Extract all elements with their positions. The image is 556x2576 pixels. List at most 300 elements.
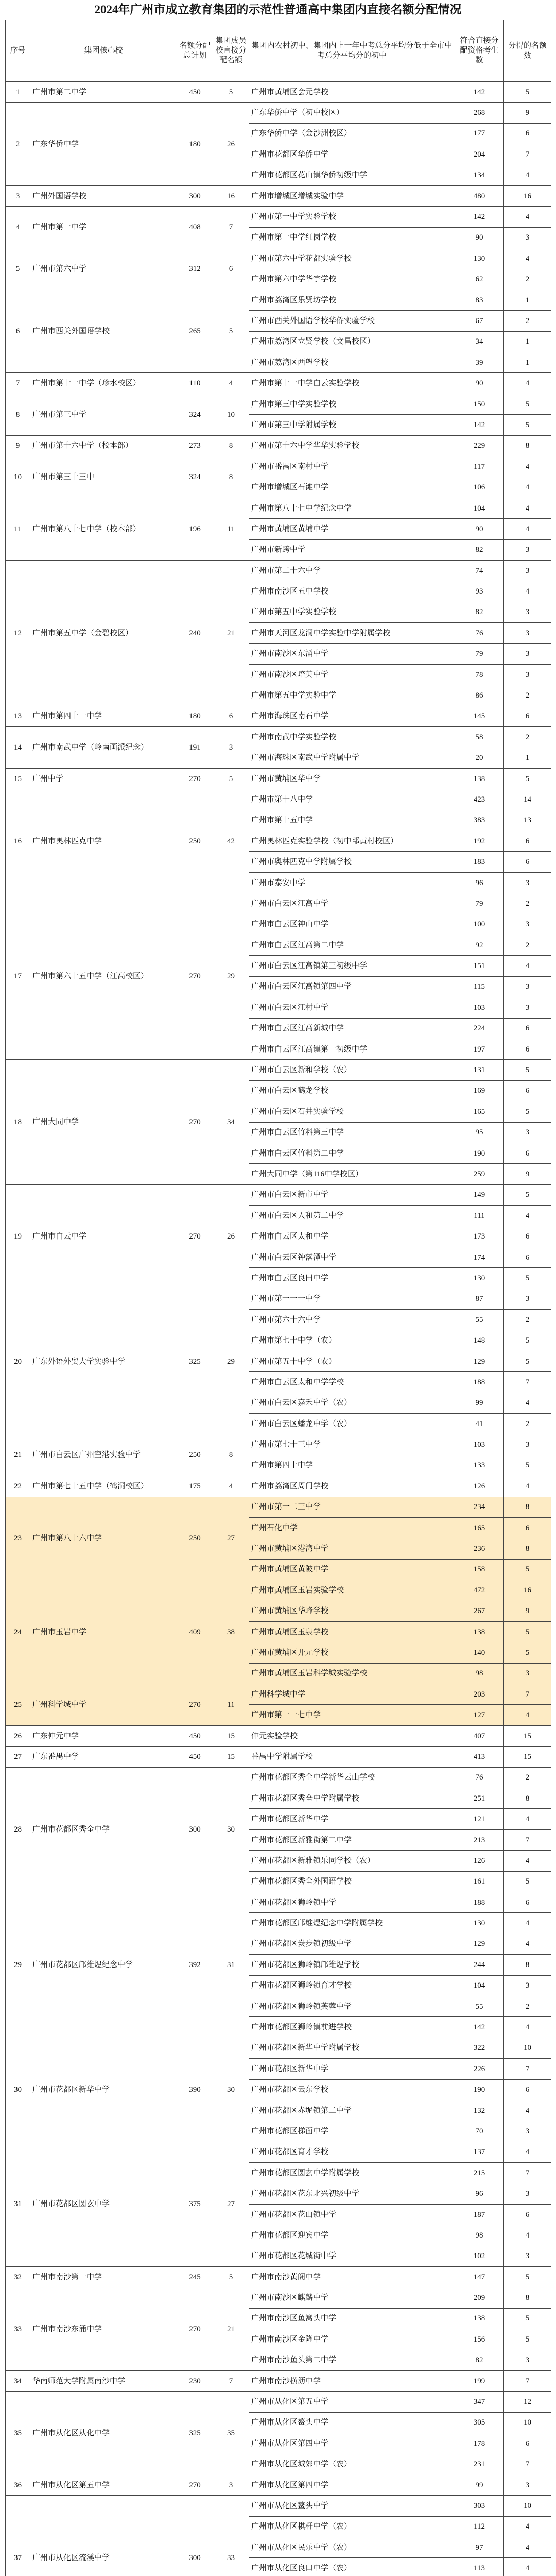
core-school-name: 广州外国语学校 <box>30 185 177 206</box>
quota-count: 5 <box>504 1184 551 1205</box>
eligible-count: 134 <box>455 165 504 185</box>
direct-quota: 21 <box>213 560 249 706</box>
total-quota: 250 <box>177 1497 213 1580</box>
member-school-name: 广州市第六中学花都实验学校 <box>249 248 455 269</box>
quota-count: 4 <box>504 2017 551 2038</box>
total-quota: 180 <box>177 706 213 726</box>
eligible-count: 82 <box>455 602 504 622</box>
member-school-name: 广州市黄埔区华中学 <box>249 768 455 789</box>
row-index: 9 <box>6 435 30 456</box>
eligible-count: 20 <box>455 748 504 768</box>
eligible-count: 145 <box>455 706 504 726</box>
member-school-name: 广州市从化区鳌头中学 <box>249 2496 455 2516</box>
eligible-count: 117 <box>455 456 504 477</box>
member-school-name: 广州市白云区江高镇第四中学 <box>249 976 455 997</box>
quota-count: 4 <box>504 1705 551 1725</box>
table-row <box>6 82 551 103</box>
member-school-name: 广州市第三中学附属学校 <box>249 415 455 435</box>
core-school-name: 广州市花都区新华中学 <box>30 2038 177 2142</box>
total-quota: 392 <box>177 1892 213 2038</box>
member-school-name: 广州市黄埔区会元学校 <box>249 82 455 103</box>
row-index: 19 <box>6 1184 30 1289</box>
eligible-count: 165 <box>455 1517 504 1538</box>
member-school-name: 广州市第一一七中学 <box>249 1705 455 1725</box>
quota-count: 3 <box>504 872 551 893</box>
table-row <box>6 789 551 810</box>
quota-count: 5 <box>504 1559 551 1580</box>
eligible-count: 203 <box>455 1684 504 1705</box>
direct-quota: 3 <box>213 727 249 769</box>
member-school-name: 广州市海珠区南石中学 <box>249 706 455 726</box>
eligible-count: 79 <box>455 893 504 914</box>
direct-quota: 11 <box>213 1684 249 1726</box>
member-school-name: 广州市从化区棋杆中学（农） <box>249 2516 455 2537</box>
eligible-count: 70 <box>455 2121 504 2142</box>
eligible-count: 138 <box>455 2308 504 2329</box>
eligible-count: 106 <box>455 477 504 498</box>
table-row <box>6 2267 551 2287</box>
total-quota: 324 <box>177 394 213 435</box>
header-eligible-candidates: 符合直接分配资格考生数 <box>455 20 504 82</box>
core-school-name: 广州市南武中学（岭南画派纪念） <box>30 727 177 769</box>
core-school-name: 广州市从化区流溪中学 <box>30 2496 177 2576</box>
direct-quota: 29 <box>213 1289 249 1434</box>
member-school-name: 广州市第十五中学 <box>249 810 455 831</box>
row-index: 1 <box>6 82 30 103</box>
table-row <box>6 768 551 789</box>
quota-count: 4 <box>504 456 551 477</box>
total-quota: 175 <box>177 1476 213 1497</box>
eligible-count: 103 <box>455 997 504 1018</box>
member-school-name: 广州市海珠区南武中学附属中学 <box>249 748 455 768</box>
member-school-name: 广州市从化区第四中学 <box>249 2433 455 2454</box>
row-index: 34 <box>6 2370 30 2391</box>
quota-count: 2 <box>504 893 551 914</box>
member-school-name: 广州市白云区钟落潭中学 <box>249 1247 455 1267</box>
eligible-count: 149 <box>455 1184 504 1205</box>
quota-count: 5 <box>504 1621 551 1642</box>
quota-count: 1 <box>504 352 551 373</box>
quota-count: 4 <box>504 477 551 498</box>
eligible-count: 129 <box>455 1351 504 1371</box>
quota-count: 7 <box>504 1372 551 1393</box>
member-school-name: 广州市白云区江村中学 <box>249 997 455 1018</box>
quota-count: 3 <box>504 1289 551 1309</box>
eligible-count: 177 <box>455 123 504 144</box>
row-index: 7 <box>6 373 30 394</box>
member-school-name: 广州市南沙鱼头第二中学 <box>249 2350 455 2370</box>
eligible-count: 82 <box>455 2350 504 2370</box>
member-school-name: 广州市花都区圆玄中学附属学校 <box>249 2163 455 2183</box>
member-school-name: 广州市泰安中学 <box>249 872 455 893</box>
table-row <box>6 498 551 518</box>
quota-count: 4 <box>504 519 551 539</box>
direct-quota: 4 <box>213 373 249 394</box>
eligible-count: 104 <box>455 498 504 518</box>
total-quota: 270 <box>177 1184 213 1289</box>
quota-count: 7 <box>504 2454 551 2475</box>
quota-count: 10 <box>504 2496 551 2516</box>
eligible-count: 209 <box>455 2287 504 2308</box>
member-school-name: 广州市白云区人和第二中学 <box>249 1206 455 1226</box>
row-index: 5 <box>6 248 30 290</box>
table-row <box>6 290 551 310</box>
table-row <box>6 1580 551 1601</box>
quota-count: 5 <box>504 1268 551 1289</box>
table-row <box>6 2392 551 2412</box>
eligible-count: 407 <box>455 1725 504 1746</box>
row-index: 25 <box>6 1684 30 1726</box>
table-row <box>6 727 551 748</box>
member-school-name: 广州市从化区良口中学（农） <box>249 2558 455 2576</box>
direct-quota: 7 <box>213 2370 249 2391</box>
row-index: 18 <box>6 1060 30 1184</box>
core-school-name: 广州市第十六中学（校本部） <box>30 435 177 456</box>
member-school-name: 广州市荔湾区周门学校 <box>249 1476 455 1497</box>
quota-count: 3 <box>504 2183 551 2204</box>
member-school-name: 广州市花都区花东北兴初级中学 <box>249 2183 455 2204</box>
quota-count: 9 <box>504 1601 551 1621</box>
table-row <box>6 1060 551 1080</box>
table-row <box>6 2475 551 2495</box>
eligible-count: 96 <box>455 2183 504 2204</box>
row-index: 8 <box>6 394 30 435</box>
member-school-name: 广州市第八十七中学纪念中学 <box>249 498 455 518</box>
direct-quota: 8 <box>213 435 249 456</box>
row-index: 3 <box>6 185 30 206</box>
core-school-name: 广州市第六十五中学（江高校区） <box>30 893 177 1060</box>
table-row <box>6 394 551 414</box>
total-quota: 325 <box>177 2392 213 2475</box>
quota-count: 4 <box>504 2100 551 2121</box>
member-school-name: 广州市天河区龙洞中学实验中学附属学校 <box>249 623 455 643</box>
eligible-count: 83 <box>455 290 504 310</box>
quota-count: 6 <box>504 706 551 726</box>
total-quota: 450 <box>177 1747 213 1767</box>
row-index: 36 <box>6 2475 30 2495</box>
direct-quota: 35 <box>213 2392 249 2475</box>
eligible-count: 259 <box>455 1164 504 1184</box>
quota-count: 7 <box>504 144 551 165</box>
quota-count: 5 <box>504 1871 551 1892</box>
quota-count: 4 <box>504 2516 551 2537</box>
quota-count: 3 <box>504 914 551 935</box>
direct-quota: 30 <box>213 2038 249 2142</box>
eligible-count: 96 <box>455 872 504 893</box>
direct-quota: 21 <box>213 2287 249 2371</box>
row-index: 2 <box>6 103 30 186</box>
eligible-count: 121 <box>455 1809 504 1829</box>
eligible-count: 112 <box>455 2516 504 2537</box>
quota-count: 3 <box>504 539 551 560</box>
quota-count: 4 <box>504 1934 551 1954</box>
row-index: 10 <box>6 456 30 498</box>
member-school-name: 广州市从化区鳌头中学 <box>249 2412 455 2433</box>
quota-count: 2 <box>504 1996 551 2016</box>
quota-count: 1 <box>504 331 551 352</box>
row-index: 26 <box>6 1725 30 1746</box>
row-index: 32 <box>6 2267 30 2287</box>
row-index: 12 <box>6 560 30 706</box>
member-school-name: 广州市从化区第五中学 <box>249 2392 455 2412</box>
core-school-name: 广东外语外贸大学实验中学 <box>30 1289 177 1434</box>
quota-count: 8 <box>504 1538 551 1559</box>
eligible-count: 188 <box>455 1892 504 1912</box>
table-row <box>6 1747 551 1767</box>
table-row <box>6 248 551 269</box>
quota-count: 4 <box>504 1393 551 1413</box>
quota-count: 4 <box>504 1476 551 1497</box>
row-index: 6 <box>6 290 30 373</box>
quota-count: 5 <box>504 1351 551 1371</box>
quota-count: 4 <box>504 165 551 185</box>
direct-quota: 3 <box>213 2475 249 2495</box>
quota-count: 16 <box>504 1580 551 1601</box>
quota-count: 5 <box>504 2329 551 2350</box>
eligible-count: 244 <box>455 1955 504 1975</box>
quota-count: 5 <box>504 2308 551 2329</box>
total-quota: 250 <box>177 789 213 893</box>
member-school-name: 广州市花都区秀全中学新华云山学校 <box>249 1767 455 1788</box>
direct-quota: 26 <box>213 1184 249 1289</box>
quota-count: 12 <box>504 2392 551 2412</box>
eligible-count: 132 <box>455 2100 504 2121</box>
row-index: 16 <box>6 789 30 893</box>
quota-count: 7 <box>504 2059 551 2079</box>
quota-count: 2 <box>504 1414 551 1434</box>
member-school-name: 广东华侨中学（金沙洲校区） <box>249 123 455 144</box>
member-school-name: 广州市白云区竹料第三中学 <box>249 1122 455 1143</box>
member-school-name: 广州市花都区新华中学 <box>249 2059 455 2079</box>
quota-count: 4 <box>504 2558 551 2576</box>
total-quota: 450 <box>177 82 213 103</box>
member-school-name: 广州市从化区第四中学 <box>249 2475 455 2495</box>
member-school-name: 广州市番禺区南村中学 <box>249 456 455 477</box>
quota-count: 5 <box>504 394 551 414</box>
core-school-name: 广州市从化区第五中学 <box>30 2475 177 2495</box>
row-index: 23 <box>6 1497 30 1580</box>
table-row <box>6 2038 551 2058</box>
member-school-name: 广州市白云区竹料第二中学 <box>249 1143 455 1163</box>
direct-quota: 5 <box>213 2267 249 2287</box>
member-school-name: 番禺中学附属学校 <box>249 1747 455 1767</box>
core-school-name: 广州市从化区从化中学 <box>30 2392 177 2475</box>
total-quota: 250 <box>177 1434 213 1476</box>
member-school-name: 广州市花都区新雅镇乐同学校（农） <box>249 1851 455 1871</box>
eligible-count: 126 <box>455 1851 504 1871</box>
core-school-name: 华南师范大学附属南沙中学 <box>30 2370 177 2391</box>
quota-count: 3 <box>504 560 551 581</box>
quota-count: 5 <box>504 1060 551 1080</box>
total-quota: 390 <box>177 2038 213 2142</box>
quota-count: 3 <box>504 227 551 248</box>
core-school-name: 广州市白云区广州空港实验中学 <box>30 1434 177 1476</box>
member-school-name: 广州市白云区江高第二中学 <box>249 935 455 956</box>
eligible-count: 236 <box>455 1538 504 1559</box>
page-title: 2024年广州市成立教育集团的示范性普通高中集团内直接名额分配情况 <box>94 3 462 16</box>
eligible-count: 268 <box>455 103 504 123</box>
quota-count: 6 <box>504 1517 551 1538</box>
eligible-count: 115 <box>455 976 504 997</box>
eligible-count: 165 <box>455 1101 504 1122</box>
total-quota: 245 <box>177 2267 213 2287</box>
eligible-count: 78 <box>455 664 504 685</box>
eligible-count: 197 <box>455 1039 504 1059</box>
member-school-name: 广州市从化区民乐中学（农） <box>249 2537 455 2558</box>
core-school-name: 广州中学 <box>30 768 177 789</box>
core-school-name: 广东华侨中学 <box>30 103 177 186</box>
member-school-name: 广州市第一一一中学 <box>249 1289 455 1309</box>
member-school-name: 广州市黄埔区黄埔中学 <box>249 519 455 539</box>
member-school-name: 广州市南沙区麒麟中学 <box>249 2287 455 2308</box>
eligible-count: 383 <box>455 810 504 831</box>
member-school-name: 广州市花都区花城街中学 <box>249 2246 455 2266</box>
eligible-count: 199 <box>455 2370 504 2391</box>
member-school-name: 广州市花都区梯面中学 <box>249 2121 455 2142</box>
table-row <box>6 207 551 227</box>
eligible-count: 480 <box>455 185 504 206</box>
member-school-name: 广州市南沙黄阁中学 <box>249 2267 455 2287</box>
eligible-count: 169 <box>455 1080 504 1101</box>
member-school-name: 广州市第七十三中学 <box>249 1434 455 1455</box>
row-index: 35 <box>6 2392 30 2475</box>
member-school-name: 广州市荔湾区西塱学校 <box>249 352 455 373</box>
row-index: 14 <box>6 727 30 769</box>
member-school-name: 广州市花都区云东学校 <box>249 2079 455 2100</box>
member-school-name: 广州市花都区狮岭镇邝维煜学校 <box>249 1955 455 1975</box>
eligible-count: 137 <box>455 2142 504 2162</box>
member-school-name: 广州市荔湾区立贤学校（文昌校区） <box>249 331 455 352</box>
member-school-name: 广州市白云区江高中学 <box>249 893 455 914</box>
quota-count: 4 <box>504 1809 551 1829</box>
eligible-count: 131 <box>455 1060 504 1080</box>
core-school-name: 广州市花都区秀全中学 <box>30 1767 177 1892</box>
eligible-count: 472 <box>455 1580 504 1601</box>
member-school-name: 广州市白云区新市中学 <box>249 1184 455 1205</box>
quota-count: 6 <box>504 852 551 872</box>
eligible-count: 305 <box>455 2412 504 2433</box>
quota-count: 6 <box>504 2433 551 2454</box>
member-school-name: 广州市第一中学实验学校 <box>249 207 455 227</box>
member-school-name: 广州市白云区神山中学 <box>249 914 455 935</box>
member-school-name: 广州市白云区新和学校（农） <box>249 1060 455 1080</box>
header-total-quota: 名额分配总计划 <box>177 20 213 82</box>
row-index: 15 <box>6 768 30 789</box>
total-quota: 300 <box>177 2496 213 2576</box>
total-quota: 265 <box>177 290 213 373</box>
header-member-schools: 集团内农村初中、集团内上一年中考总分平均分低于全市中考总分平均分的初中 <box>249 20 455 82</box>
eligible-count: 86 <box>455 685 504 706</box>
quota-count: 5 <box>504 1101 551 1122</box>
quota-count: 6 <box>504 1143 551 1163</box>
quota-count: 5 <box>504 82 551 103</box>
eligible-count: 79 <box>455 643 504 664</box>
member-school-name: 广州市白云区江高新城中学 <box>249 1018 455 1039</box>
core-school-name: 广州市第三中学 <box>30 394 177 435</box>
table-row <box>6 456 551 477</box>
quota-count: 8 <box>504 1497 551 1517</box>
member-school-name: 广州市白云区太和中学 <box>249 1226 455 1247</box>
direct-quota: 5 <box>213 768 249 789</box>
row-index: 4 <box>6 207 30 248</box>
row-index: 11 <box>6 498 30 560</box>
member-school-name: 广州市奥林匹克中学附属学校 <box>249 852 455 872</box>
direct-quota: 6 <box>213 248 249 290</box>
direct-quota: 29 <box>213 893 249 1060</box>
eligible-count: 111 <box>455 1206 504 1226</box>
member-school-name: 广州市荔湾区乐贤坊学校 <box>249 290 455 310</box>
row-index: 33 <box>6 2287 30 2371</box>
eligible-count: 147 <box>455 2267 504 2287</box>
total-quota: 375 <box>177 2142 213 2266</box>
direct-quota: 42 <box>213 789 249 893</box>
quota-count: 8 <box>504 2287 551 2308</box>
eligible-count: 148 <box>455 1330 504 1351</box>
quota-count: 16 <box>504 185 551 206</box>
table-row <box>6 706 551 726</box>
core-school-name: 广州市奥林匹克中学 <box>30 789 177 893</box>
quota-count: 3 <box>504 2350 551 2370</box>
direct-quota: 4 <box>213 1476 249 1497</box>
quota-count: 3 <box>504 1434 551 1455</box>
core-school-name: 广州市第一中学 <box>30 207 177 248</box>
table-row <box>6 1184 551 1205</box>
member-school-name: 广州大同中学（第116中学校区） <box>249 1164 455 1184</box>
eligible-count: 126 <box>455 1476 504 1497</box>
eligible-count: 102 <box>455 2246 504 2266</box>
core-school-name: 广州市西关外国语学校 <box>30 290 177 373</box>
eligible-count: 129 <box>455 1934 504 1954</box>
total-quota: 270 <box>177 768 213 789</box>
row-index: 27 <box>6 1747 30 1767</box>
member-school-name: 广州市花都区新华中学附属学校 <box>249 2038 455 2058</box>
eligible-count: 213 <box>455 1829 504 1850</box>
quota-count: 4 <box>504 1206 551 1226</box>
quota-count: 2 <box>504 269 551 290</box>
member-school-name: 广州市花都区邝维煜纪念中学附属学校 <box>249 1913 455 1934</box>
quota-count: 10 <box>504 2412 551 2433</box>
quota-count: 3 <box>504 602 551 622</box>
member-school-name: 广州市花都区狮岭镇芙蓉中学 <box>249 1996 455 2016</box>
direct-quota: 26 <box>213 103 249 186</box>
core-school-name: 广州市南沙第一中学 <box>30 2267 177 2287</box>
eligible-count: 173 <box>455 1226 504 1247</box>
member-school-name: 广州市新跨中学 <box>249 539 455 560</box>
eligible-count: 130 <box>455 1268 504 1289</box>
total-quota: 312 <box>177 248 213 290</box>
quota-count: 4 <box>504 498 551 518</box>
eligible-count: 41 <box>455 1414 504 1434</box>
eligible-count: 74 <box>455 560 504 581</box>
eligible-count: 92 <box>455 935 504 956</box>
row-index: 20 <box>6 1289 30 1434</box>
quota-count: 8 <box>504 435 551 456</box>
quota-count: 2 <box>504 727 551 748</box>
quota-count: 7 <box>504 1829 551 1850</box>
total-quota: 270 <box>177 893 213 1060</box>
member-school-name: 广州科学城中学 <box>249 1684 455 1705</box>
table-row <box>6 1767 551 1788</box>
member-school-name: 广州市黄埔区华峰学校 <box>249 1601 455 1621</box>
core-school-name: 广州市白云中学 <box>30 1184 177 1289</box>
total-quota: 325 <box>177 1289 213 1434</box>
member-school-name: 广州市南沙区东涌中学 <box>249 643 455 664</box>
quota-count: 10 <box>504 2038 551 2058</box>
quota-count: 15 <box>504 1725 551 1746</box>
eligible-count: 87 <box>455 1289 504 1309</box>
member-school-name: 广州市黄埔区港湾中学 <box>249 1538 455 1559</box>
eligible-count: 142 <box>455 2017 504 2038</box>
